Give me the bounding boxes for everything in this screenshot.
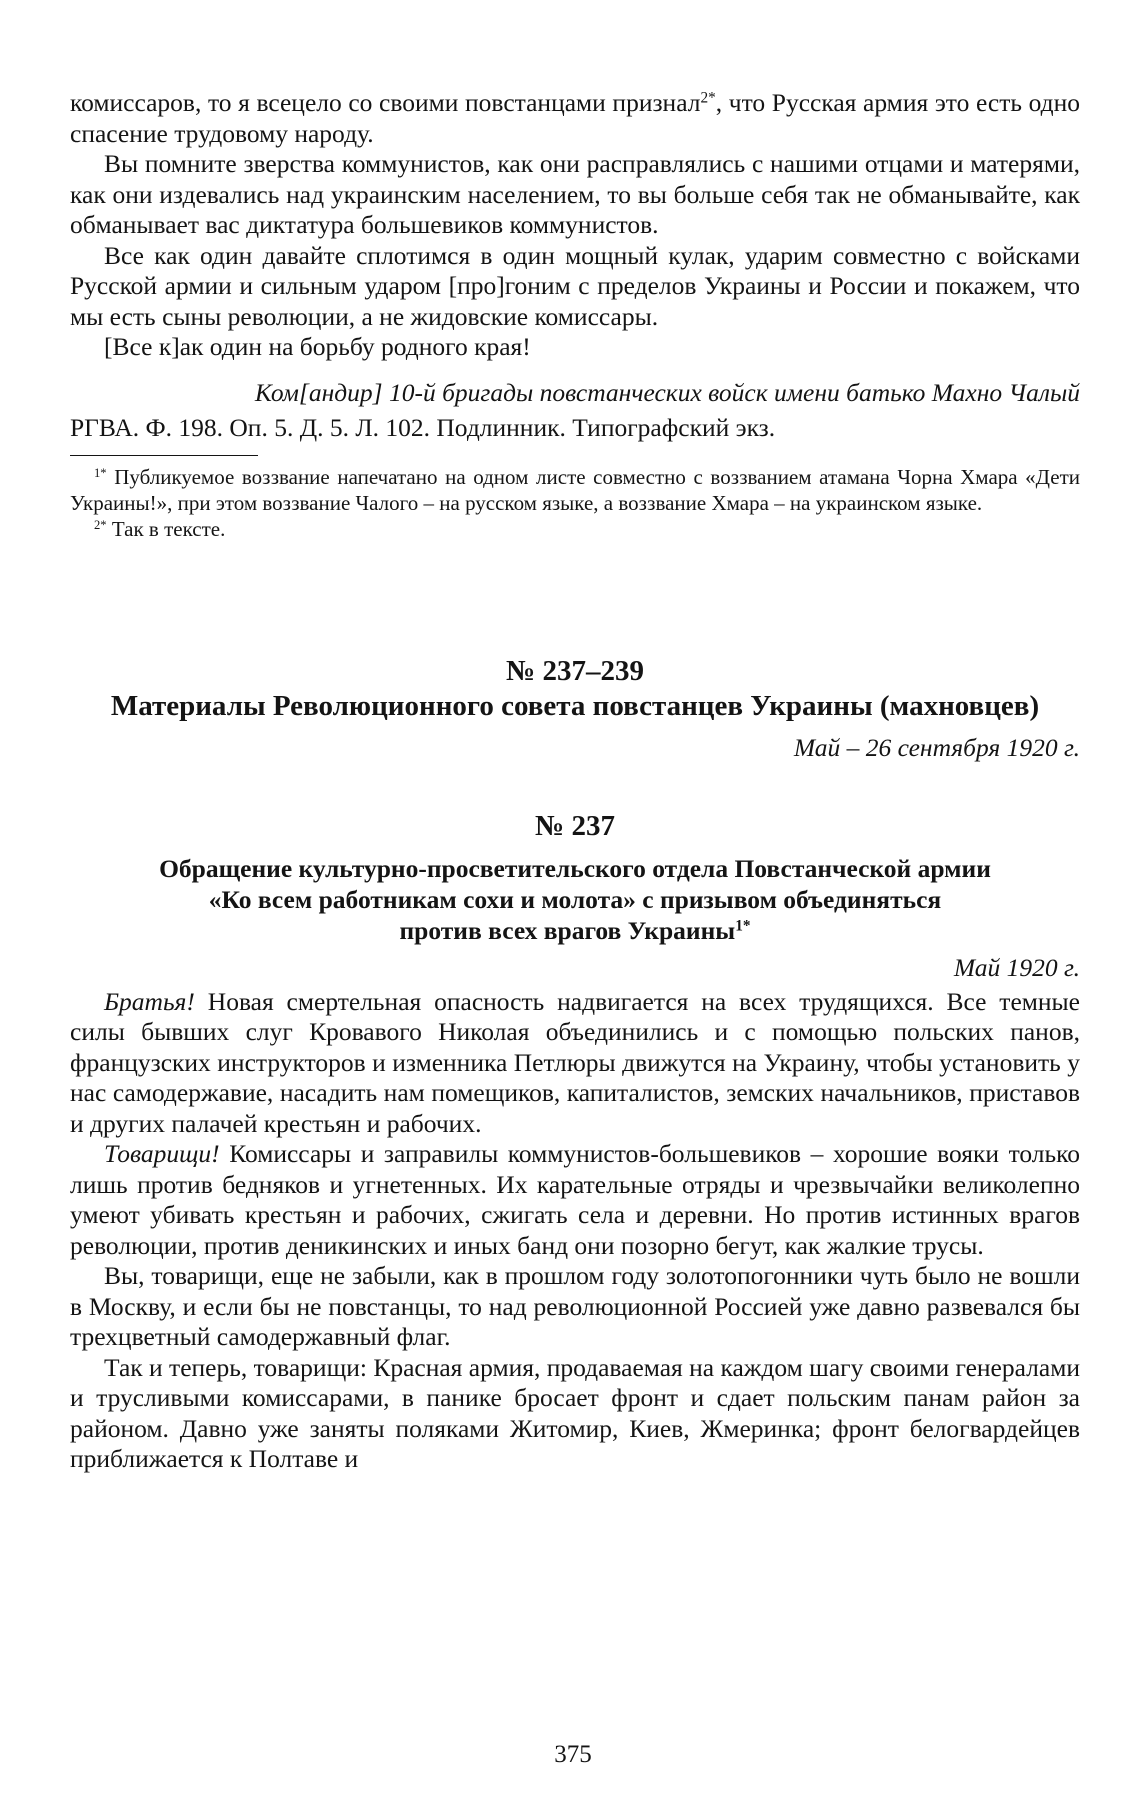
archive-reference: РГВА. Ф. 198. Оп. 5. Д. 5. Л. 102. Подлинник. Типографский экз. xyxy=(70,412,776,442)
footnote-text: Так в тексте. xyxy=(111,516,226,541)
paragraph: Все как один давайте сплотимся в один мощный кулак, ударим совместно с войсками Русской армии и сильным ударом [про]гоним с пределов Украины и России и покажем, что мы есть сыны революции, а не жидовские комиссары. xyxy=(70,240,1080,331)
section-title: Материалы Революционного совета повстанцев Украины (махновцев) xyxy=(110,689,1040,722)
paragraph-text: комиссаров, то я всецело со своими повстанцами признал xyxy=(70,88,701,117)
footnote-marker: 1* xyxy=(94,465,107,480)
paragraph: [Все к]ак один на борьбу родного края! xyxy=(104,332,531,361)
paragraph xyxy=(70,987,1080,1140)
document-title-line: «Ко всем работникам сохи и молота» с призывом объединяться xyxy=(208,884,942,914)
document-title xyxy=(70,853,1080,946)
section-number: № 237–239 xyxy=(506,654,644,687)
paragraph: Вы помните зверства коммунистов, как они расправлялись с нашими отцами и матерями, как они издевались над украинским населением, то вы больше себя так не обманывайте, как обманывает вас диктатура большевиков коммунистов. xyxy=(70,149,1080,239)
section-date-range: Май – 26 сентября 1920 г. xyxy=(793,732,1080,762)
document-date: Май 1920 г. xyxy=(953,952,1080,982)
document-number: № 237 xyxy=(535,809,615,842)
document-title-line xyxy=(70,915,1080,946)
footnote-1 xyxy=(70,464,1080,516)
paragraph-text: Комиссары и заправилы коммунистов-большевиков – хорошие вояки только лишь против бедняков и угнетенных. Их карательные отряды и чрезвычайки великолепно умеют убивать крестьян и рабочих, сжигать села и деревни. Но против истинных врагов революции, против деникинских и иных банд они позорно бегут, как жалкие трусы. xyxy=(70,1139,1080,1260)
footnote-text: Публикуемое воззвание напечатано на одном листе совместно с воззванием атамана Чорна Хмара «Дети Украины!», при этом воззвание Чалого – на русском языке, а воззвание Хмара – на украинском языке. xyxy=(70,464,1080,515)
paragraph-text: Новая смертельная опасность надвигается на всех трудящихся. Все темные силы бывших слуг Кровавого Николая объединились и с помощью польских панов, французских инструкторов и изменника Петлюры движутся на Украину, чтобы установить у нас самодержавие, насадить нам помещиков, капиталистов, земских начальников, приставов и других палачей крестьян и рабочих. xyxy=(70,986,1080,1138)
paragraph-text: , что Русская армия это есть одно спасение трудовому народу. xyxy=(70,88,1080,148)
footnote-marker: 1* xyxy=(735,917,751,935)
signature-line: Ком[андир] 10-й бригады повстанческих войск имени батько Махно Чалый xyxy=(254,377,1080,407)
footnote-2 xyxy=(70,516,1080,542)
paragraph: Так и теперь, товарищи: Красная армия, продаваемая на каждом шагу своими генералами и трусливыми комиссарами, в панике бросает фронт и сдает польским панам район за районом. Давно уже заняты поляками Житомир, Киев, Жмеринка; фронт белогвардейцев приближается к Полтаве и xyxy=(70,1352,1080,1473)
footnote-marker: 2* xyxy=(94,517,107,532)
page-number: 375 xyxy=(554,1741,592,1768)
paragraph xyxy=(70,1139,1080,1261)
paragraph-continuation xyxy=(70,88,1080,149)
document-title-text: против всех врагов Украины xyxy=(399,915,736,945)
document-page xyxy=(70,88,1080,1475)
paragraph: Вы, товарищи, еще не забыли, как в прошлом году золотопогонники чуть было не вошли в Москву, и если бы не повстанцы, то над революционной Россией уже давно развевался бы трехцветный самодержавный флаг. xyxy=(70,1261,1080,1351)
paragraph-lead: Братья! xyxy=(104,986,195,1016)
footnote-rule xyxy=(70,455,258,456)
paragraph-lead: Товарищи! xyxy=(104,1139,220,1168)
footnote-marker: 2* xyxy=(700,89,716,107)
document-title-line: Обращение культурно-просветительского отдела Повстанческой армии xyxy=(159,853,991,883)
